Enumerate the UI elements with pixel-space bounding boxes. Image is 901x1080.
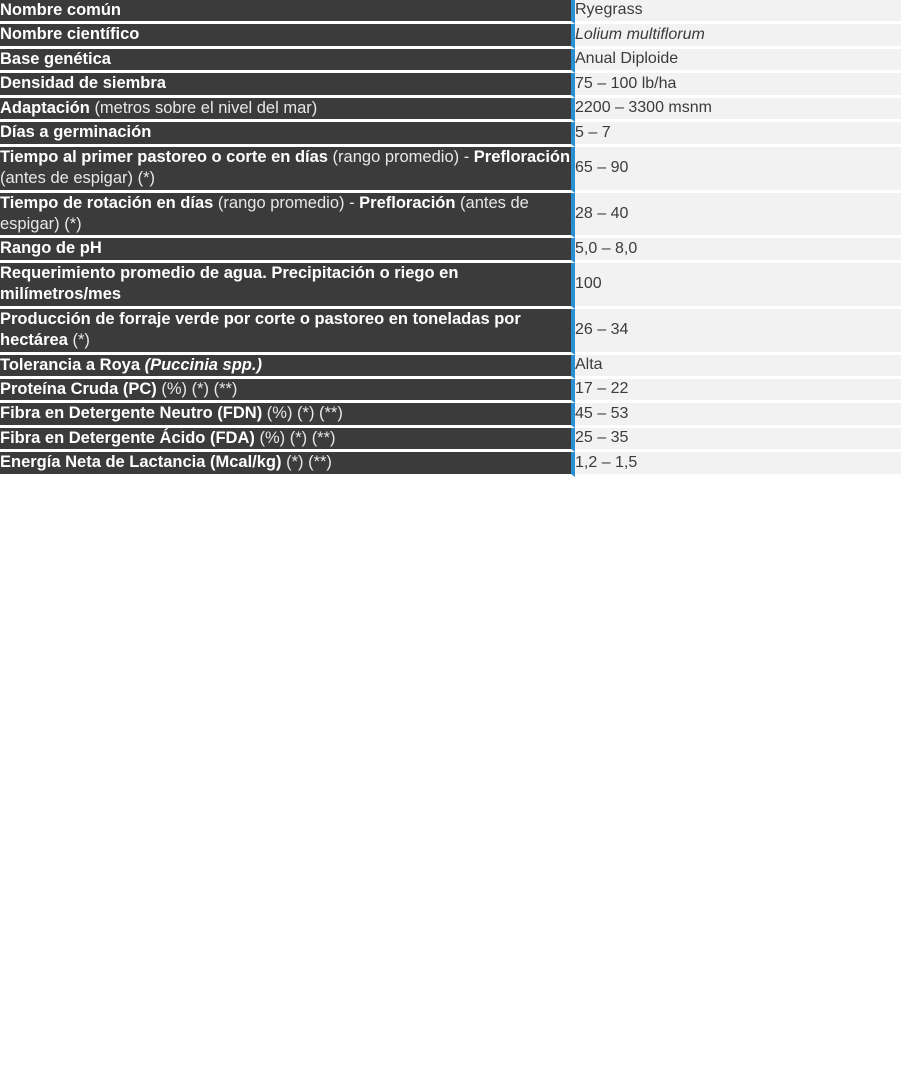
- row-value: [575, 452, 901, 476]
- table-row: [0, 0, 901, 24]
- value-segment: 5 – 7: [575, 123, 611, 141]
- value-segment: 26 – 34: [575, 320, 629, 338]
- table-row: [0, 379, 901, 403]
- value-segment: 17 – 22: [575, 380, 629, 398]
- row-label: [0, 309, 575, 355]
- table-row: [0, 428, 901, 452]
- row-value: [575, 309, 901, 355]
- row-value: [575, 147, 901, 193]
- label-segment: Requerimiento promedio de agua. Precipitación o riego en milímetros/mes: [0, 263, 459, 304]
- row-label: [0, 263, 575, 309]
- row-value: [575, 49, 901, 73]
- label-segment: Fibra en Detergente Neutro (FDN): [0, 404, 267, 423]
- label-segment: Prefloración: [473, 147, 571, 166]
- label-segment: (*) (**): [286, 453, 332, 472]
- value-segment: Lolium multiflorum: [575, 25, 705, 43]
- row-value: [575, 0, 901, 24]
- value-segment: 2200 – 3300 msnm: [575, 99, 712, 117]
- value-segment: Ryegrass: [575, 1, 643, 19]
- label-segment: Adaptación: [0, 98, 95, 117]
- row-value: [575, 73, 901, 97]
- label-segment: Rango de pH: [0, 239, 102, 258]
- row-label: [0, 403, 575, 427]
- table-row: [0, 24, 901, 48]
- label-segment: Nombre común: [0, 1, 122, 19]
- table-body: [0, 0, 901, 477]
- row-label: [0, 428, 575, 452]
- table-row: [0, 193, 901, 239]
- label-segment: (%) (*) (**): [259, 428, 336, 447]
- label-segment: Tolerancia a Roya: [0, 355, 145, 374]
- table-row: [0, 73, 901, 97]
- value-segment: 5,0 – 8,0: [575, 239, 638, 257]
- row-label: [0, 0, 575, 24]
- label-segment: (rango promedio) -: [332, 147, 474, 166]
- row-value: [575, 98, 901, 122]
- label-segment: Prefloración: [359, 193, 461, 212]
- label-segment: Base genética: [0, 49, 111, 68]
- label-segment: Tiempo al primer pastoreo o corte en días: [0, 147, 333, 166]
- row-value: [575, 238, 901, 262]
- row-value: [575, 122, 901, 146]
- row-label: [0, 147, 575, 193]
- table-row: [0, 147, 901, 193]
- value-segment: Anual Diploide: [575, 50, 679, 68]
- label-segment: Tiempo de rotación en días: [0, 193, 218, 212]
- value-segment: 100: [575, 274, 602, 292]
- value-segment: Alta: [575, 355, 603, 373]
- row-value: [575, 355, 901, 379]
- row-label: [0, 49, 575, 73]
- row-label: [0, 452, 575, 476]
- label-segment: (rango promedio) -: [217, 193, 360, 212]
- label-segment: (*): [72, 331, 90, 350]
- row-value: [575, 379, 901, 403]
- label-segment: Energía Neta de Lactancia (Mcal/kg): [0, 453, 287, 472]
- row-label: [0, 98, 575, 122]
- label-segment: (metros sobre el nivel del mar): [94, 98, 318, 117]
- label-segment: Densidad de siembra: [0, 74, 166, 93]
- label-segment: (%) (*) (**): [161, 380, 238, 398]
- row-label: [0, 73, 575, 97]
- label-segment: (%) (*) (**): [266, 404, 343, 423]
- label-segment: (antes de espigar) (*): [0, 193, 529, 233]
- label-segment: Fibra en Detergente Ácido (FDA): [0, 428, 260, 447]
- row-value: [575, 428, 901, 452]
- label-segment: (Puccinia spp.): [144, 355, 262, 374]
- table-row: [0, 355, 901, 379]
- row-label: [0, 238, 575, 262]
- table-row: [0, 263, 901, 309]
- value-segment: 28 – 40: [575, 204, 629, 222]
- table-row: [0, 49, 901, 73]
- forage-specification-table: [0, 0, 901, 477]
- table-row: [0, 309, 901, 355]
- table-row: [0, 238, 901, 262]
- value-segment: 25 – 35: [575, 429, 629, 447]
- label-segment: Nombre científico: [0, 25, 140, 44]
- label-segment: Producción de forraje verde por corte o pastoreo en toneladas por hectárea: [0, 309, 521, 350]
- row-label: [0, 193, 575, 239]
- row-value: [575, 263, 901, 309]
- table-row: [0, 122, 901, 146]
- value-segment: 75 – 100 lb/ha: [575, 74, 677, 92]
- row-label: [0, 355, 575, 379]
- label-segment: (antes de espigar) (*): [0, 169, 155, 188]
- table-row: [0, 403, 901, 427]
- row-label: [0, 379, 575, 403]
- row-value: [575, 24, 901, 48]
- value-segment: 45 – 53: [575, 404, 629, 422]
- value-segment: 65 – 90: [575, 158, 629, 176]
- table-row: [0, 452, 901, 476]
- value-segment: 1,2 – 1,5: [575, 453, 638, 471]
- label-segment: Días a germinación: [0, 123, 152, 142]
- row-value: [575, 403, 901, 427]
- row-label: [0, 24, 575, 48]
- row-value: [575, 193, 901, 239]
- row-label: [0, 122, 575, 146]
- label-segment: Proteína Cruda (PC): [0, 380, 162, 398]
- table-row: [0, 98, 901, 122]
